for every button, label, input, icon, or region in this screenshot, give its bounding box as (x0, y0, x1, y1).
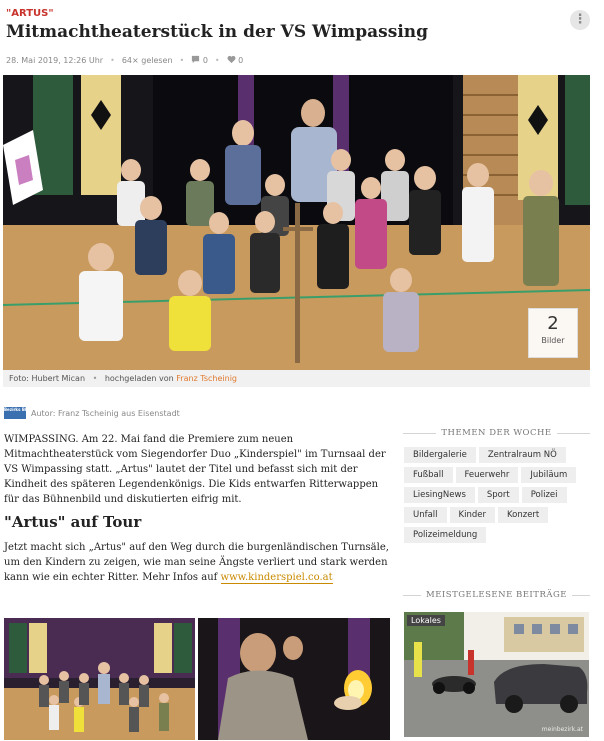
more-vertical-icon: ⋮ (573, 12, 587, 27)
topic-tag[interactable]: Zentralraum NÖ (479, 447, 566, 463)
topic-tag[interactable]: Kinder (450, 507, 495, 523)
meta-separator: • (110, 55, 115, 65)
popular-heading: MEISTGELESENE BEITRÄGE (403, 590, 590, 600)
topic-tag[interactable]: Bildergalerie (404, 447, 476, 463)
popular-article-badge: Lokales (407, 615, 445, 626)
comments-link[interactable] (191, 55, 208, 65)
topics-heading: THEMEN DER WOCHE (403, 428, 590, 438)
like-count: 0 (238, 56, 244, 65)
gallery-count: 2 (547, 313, 559, 334)
gallery-count-badge[interactable] (528, 308, 578, 358)
topic-tag[interactable]: Jubiläum (521, 467, 576, 483)
topic-tag[interactable]: Konzert (498, 507, 548, 523)
photo-credit: Foto: Hubert Mican (9, 374, 86, 383)
article-subheading: "Artus" auf Tour (4, 513, 142, 531)
thumbnail-actor-image (198, 618, 390, 740)
comment-icon (191, 55, 200, 64)
article-meta (6, 55, 243, 65)
popular-article-thumbnail[interactable] (404, 612, 589, 737)
topic-tag[interactable]: LiesingNews (404, 487, 475, 503)
publish-date: 28. Mai 2019, 12:26 Uhr (6, 55, 104, 65)
photo-caption (3, 370, 590, 387)
uploaded-by-label: hochgeladen von (104, 374, 174, 383)
kinderspiel-link[interactable]: www.kinderspiel.co.at (220, 572, 333, 583)
thumbnail-group-image (4, 618, 195, 740)
author-avatar: Bezirks Blätter (4, 407, 26, 419)
meta-separator: • (214, 55, 220, 65)
read-count: 64× gelesen (121, 55, 173, 65)
caption-separator: • (92, 374, 98, 383)
article-paragraph-2 (4, 540, 389, 585)
article-title: Mitmachtheaterstück in der VS Wimpassing (6, 22, 429, 42)
topic-tags (404, 447, 590, 543)
accident-scene-image (404, 612, 589, 737)
gallery-label: Bilder (541, 336, 565, 345)
topic-tag[interactable]: Polizei (522, 487, 567, 503)
like-button[interactable] (227, 55, 244, 65)
comment-count: 0 (202, 56, 208, 65)
topic-tag[interactable]: Feuerwehr (456, 467, 519, 483)
class-group-photo (3, 75, 590, 370)
topic-tag[interactable]: Sport (478, 487, 519, 503)
article-main-photo[interactable] (3, 75, 590, 370)
photo-watermark: meinbezirk.at (541, 726, 583, 733)
more-options-button[interactable] (570, 10, 590, 30)
topic-tag[interactable]: Fußball (404, 467, 453, 483)
gallery-thumbnail-1[interactable] (4, 618, 195, 740)
paragraph-2-text: Jetzt macht sich „Artus" auf den Weg durch die burgenländischen Turnsäle, um den Kindern zu zeigen, wie man seine Ängste verliert und stark werden kann wie ein echter Ritter. Mehr Infos auf (4, 542, 389, 583)
topic-tag[interactable]: Polizeimeldung (404, 527, 486, 543)
gallery-thumbnail-2[interactable] (198, 618, 390, 740)
heart-icon (227, 55, 236, 64)
topic-tag[interactable]: Unfall (404, 507, 447, 523)
author-label: Autor: Franz Tscheinig aus Eisenstadt (31, 408, 180, 418)
meta-separator: • (179, 55, 185, 65)
uploader-link[interactable]: Franz Tscheinig (176, 374, 238, 383)
article-kicker: "ARTUS" (6, 8, 54, 19)
article-paragraph-1: WIMPASSING. Am 22. Mai fand die Premiere zum neuen Mitmachtheaterstück vom Siegendorfer Duo „Kinderspiel" im Turnsaal der VS Wimpassing statt. „Artus" lautet der Titel und befasst sich mit der Kindheit des späteren Legendenkönigs. Die Kids entwarfen Ritterwappen für das Bühnenbild und diskutierten eifrig mit. (4, 434, 386, 505)
author-line[interactable] (4, 407, 180, 419)
